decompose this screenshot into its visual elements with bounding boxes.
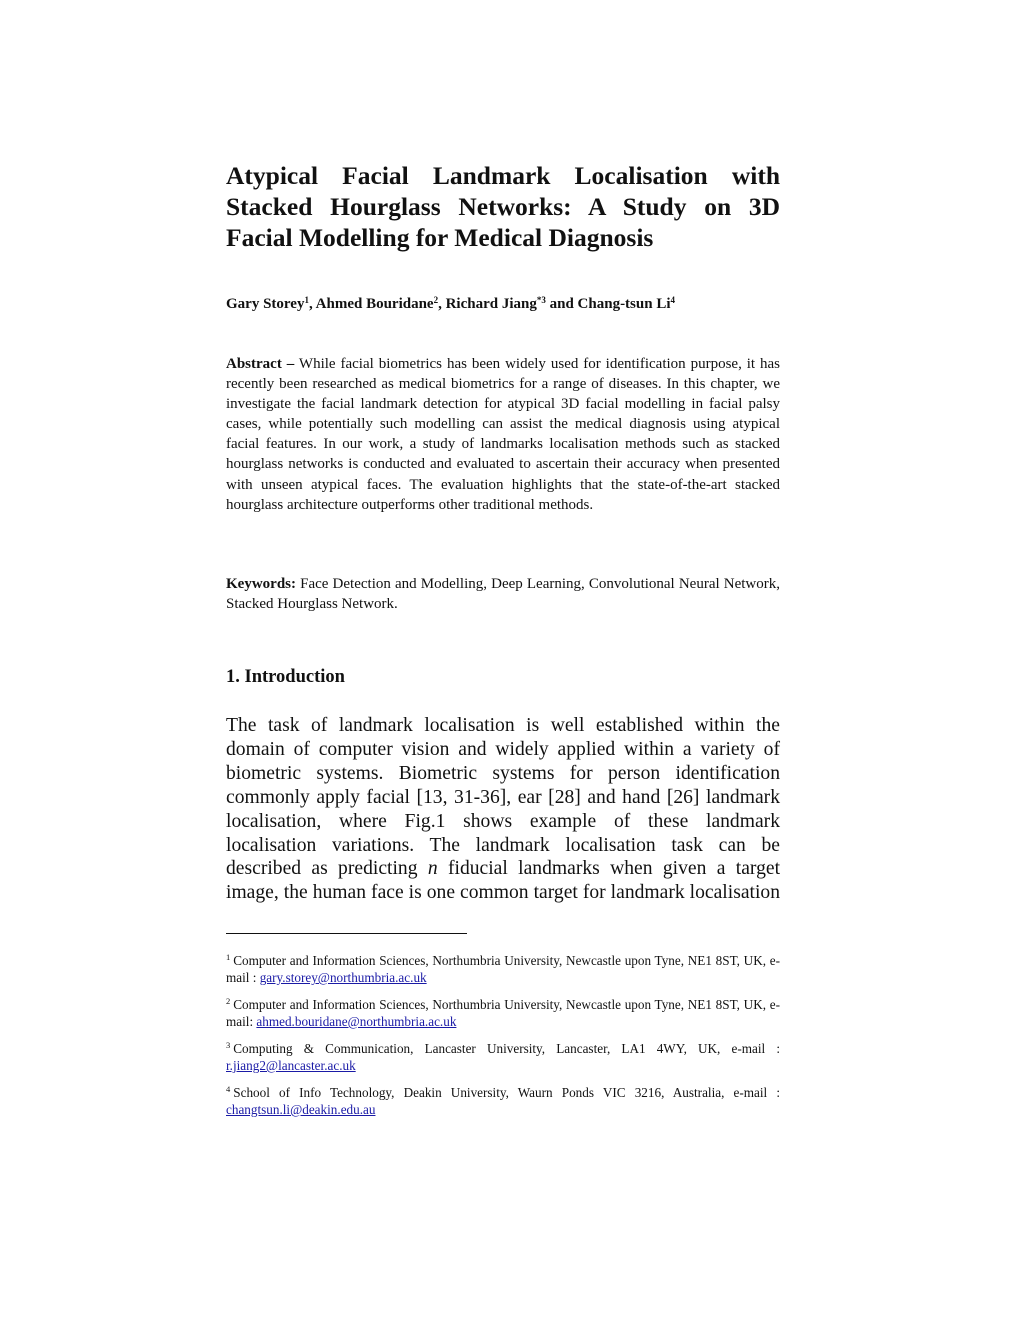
title-line: Facial Modelling for Medical Diagnosis bbox=[226, 223, 654, 252]
author-separator: and bbox=[545, 296, 578, 312]
author-separator: , bbox=[438, 296, 446, 312]
keywords-text: Face Detection and Modelling, Deep Learning, Convolutional Neural Network, Stacked Hourglass Network. bbox=[226, 576, 781, 612]
footnote-mark: 1 bbox=[226, 952, 231, 962]
author-affiliation-mark: *3 bbox=[536, 295, 546, 305]
paper-title bbox=[226, 160, 780, 253]
keywords bbox=[226, 574, 780, 614]
email-link[interactable]: ahmed.bouridane@northumbria.ac.uk bbox=[256, 1014, 457, 1029]
introduction-paragraph bbox=[226, 714, 780, 905]
body-line: localisation, where Fig.1 shows example of these landmark bbox=[226, 810, 780, 832]
footnote-text: Computing & Communication, Lancaster University, Lancaster, LA1 4WY, UK, e-mail : bbox=[233, 1041, 780, 1056]
abstract-label: Abstract – bbox=[226, 356, 295, 372]
body-line: image, the human face is one common target for landmark localisation bbox=[226, 882, 780, 904]
author-affiliation-mark: 1 bbox=[304, 295, 309, 305]
title-line: Atypical Facial Landmark Localisation with bbox=[226, 161, 780, 190]
section-heading-introduction: 1. Introduction bbox=[226, 667, 345, 687]
footnote-text: Computer and Information Sciences, Northumbria University, Newcastle upon Tyne, NE1 8ST, UK, e-mail: bbox=[226, 997, 780, 1029]
email-link[interactable]: r.jiang2@lancaster.ac.uk bbox=[226, 1058, 356, 1073]
abstract bbox=[226, 354, 780, 515]
footnote-text: Computer and Information Sciences, Northumbria University, Newcastle upon Tyne, NE1 8ST, UK, e-mail : bbox=[226, 953, 780, 985]
footnote-mark: 4 bbox=[226, 1084, 231, 1094]
author-list bbox=[226, 294, 780, 314]
body-text: described as predicting bbox=[226, 858, 418, 880]
math-variable-n: n bbox=[427, 858, 438, 880]
footnote bbox=[226, 996, 780, 1030]
email-link[interactable]: gary.storey@northumbria.ac.uk bbox=[259, 970, 427, 985]
footnote bbox=[226, 1084, 780, 1118]
keywords-label: Keywords: bbox=[226, 576, 296, 592]
footnote-mark: 3 bbox=[226, 1040, 231, 1050]
body-line: domain of computer vision and widely applied within a variety of bbox=[226, 738, 780, 760]
footnote-divider bbox=[226, 933, 467, 934]
author-name: Chang-tsun Li bbox=[577, 296, 671, 312]
body-line bbox=[226, 857, 780, 881]
body-line: localisation variations. The landmark localisation task can be bbox=[226, 834, 780, 856]
footnote-mark: 2 bbox=[226, 996, 231, 1006]
footnote bbox=[226, 952, 780, 986]
author-name: Richard Jiang bbox=[445, 296, 537, 312]
body-line: biometric systems. Biometric systems for person identification bbox=[226, 762, 780, 784]
author-separator: , bbox=[308, 296, 316, 312]
author-name: Ahmed Bouridane bbox=[315, 296, 434, 312]
author-affiliation-mark: 4 bbox=[670, 295, 675, 305]
body-text: fiducial landmarks when given a target bbox=[447, 858, 781, 880]
body-line: The task of landmark localisation is well established within the bbox=[226, 715, 780, 736]
footnotes bbox=[226, 952, 780, 1128]
body-line: commonly apply facial [13, 31-36], ear [28] and hand [26] landmark bbox=[226, 786, 780, 808]
footnote bbox=[226, 1040, 780, 1074]
title-line: Stacked Hourglass Networks: A Study on 3D bbox=[226, 192, 780, 221]
author-name: Gary Storey bbox=[226, 296, 305, 312]
footnote-text: School of Info Technology, Deakin University, Waurn Ponds VIC 3216, Australia, e-mail : bbox=[233, 1085, 780, 1100]
abstract-text: While facial biometrics has been widely used for identification purpose, it has recently been researched as medical biometrics for a range of diseases. In this chapter, we investigate the facial landmark detection for atypical 3D facial modelling in facial palsy cases, while potentially such modelling can assist the medical diagnosis using atypical facial features. In our work, a study of landmarks localisation methods such as stacked hourglass networks is conducted and evaluated to ascertain their accuracy when presented with unseen atypical faces. The evaluation highlights that the state-of-the-art stacked hourglass architecture outperforms other traditional methods. bbox=[226, 356, 780, 513]
email-link[interactable]: changtsun.li@deakin.edu.au bbox=[226, 1102, 376, 1117]
author-affiliation-mark: 2 bbox=[433, 295, 439, 305]
